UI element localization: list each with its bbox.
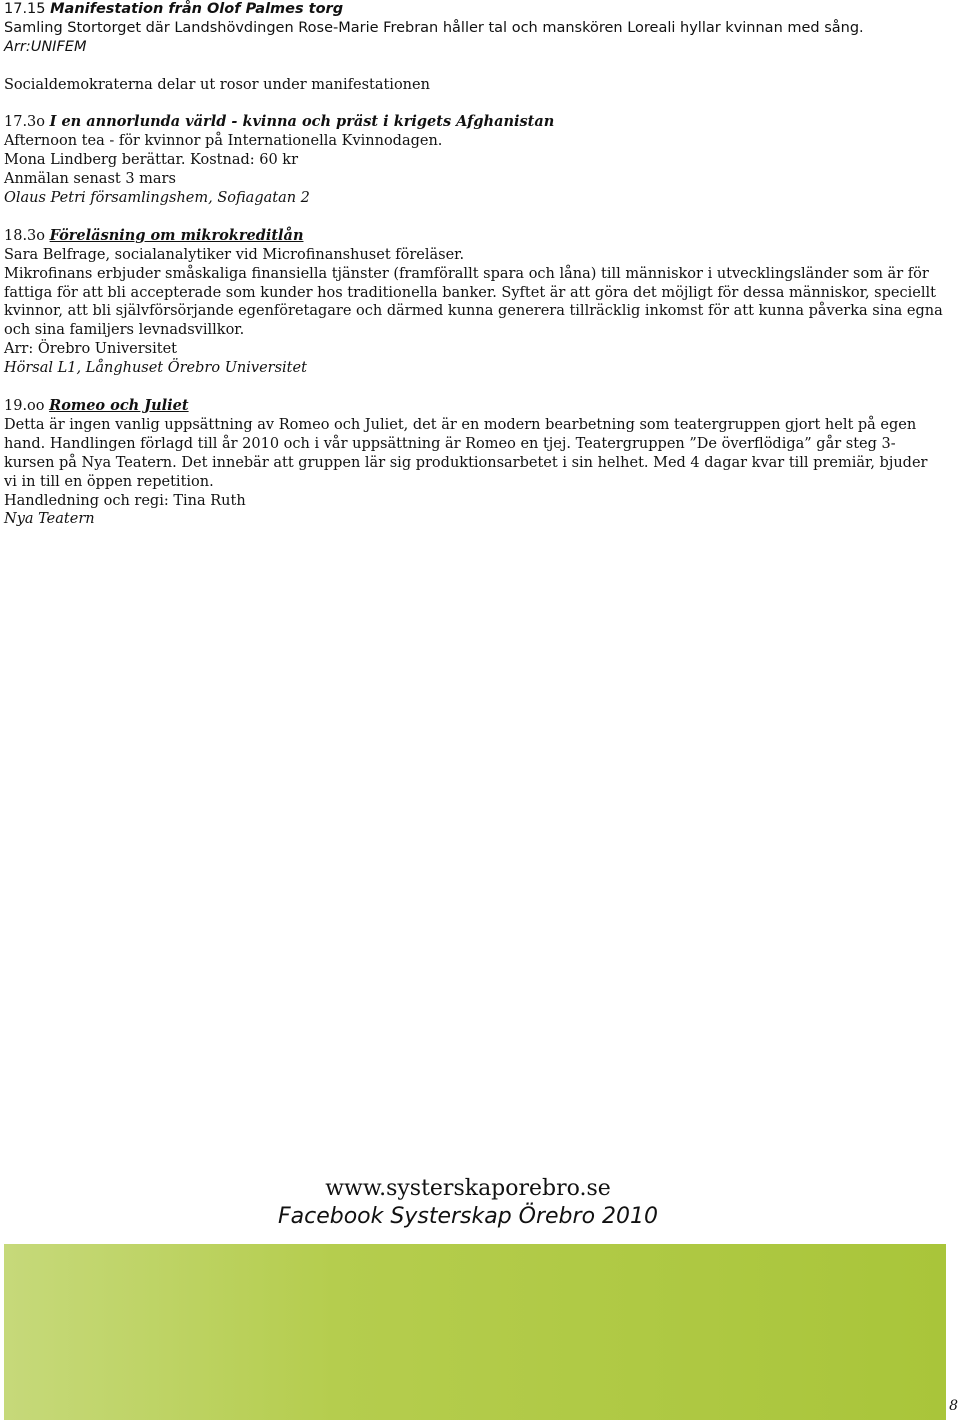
event-time: 18.3o [4, 227, 46, 244]
event-location: Nya Teatern [4, 511, 95, 528]
event-title: Romeo och Juliet [49, 396, 189, 414]
event-description: Mona Lindberg berättar. Kostnad: 60 kr [4, 152, 299, 169]
page-content [4, 0, 944, 529]
event-heading [4, 113, 944, 132]
event-body: Mikrofinans erbjuder småskaliga finansiella tjänster (framförallt spara och låna) till människor i utvecklingsländer som är för fattiga för att bli accepterade som kunder hos traditionella banker. Syftet är att göra det möjligt för dessa människor, speciellt kvinnor, att bli självförsörjande egenföretagare och därmed kunna generera tillräcklig inkomst för att kunna påverka sina egna och sina familjers levnadsvillkor. [4, 265, 943, 339]
website-link[interactable]: www.systerskaporebro.se [325, 1176, 611, 1201]
event-title: Föreläsning om mikrokreditlån [49, 226, 304, 244]
event-description: Anmälan senast 3 mars [4, 171, 176, 188]
event-location: Olaus Petri församlingshem, Sofiagatan 2 [4, 190, 310, 207]
event-title: Manifestation från Olof Palmes torg [50, 1, 344, 17]
event-heading [4, 397, 944, 416]
event-description: Sara Belfrage, socialanalytiker vid Microfinanshuset föreläser. [4, 246, 465, 263]
event-time: 19.oo [4, 397, 45, 414]
event-time: 17.15 [4, 1, 46, 17]
footer-green-band [4, 1244, 946, 1420]
facebook-text: Facebook Systerskap Örebro 2010 [277, 1204, 659, 1229]
event-title: I en annorlunda värld - kvinna och präst i krigets Afghanistan [49, 113, 555, 131]
event-time: 17.3o [4, 114, 46, 131]
event-organizer: Arr:UNIFEM [4, 38, 87, 55]
event-location: Hörsal L1, Långhuset Örebro Universitet [4, 360, 307, 377]
page-number: 8 [949, 1398, 958, 1414]
event-body: Detta är ingen vanlig uppsättning av Romeo och Juliet, det är en modern bearbetning som teatergruppen gjort helt på egen hand. Handlingen förlagd till år 2010 och i vår uppsättning är Romeo en tjej. Teatergruppen ”De överflödiga” går steg 3-kursen på Nya Teatern. Det innebär att gruppen lär sig produktionsarbetet i sin helhet. Med 4 dagar kvar till premiär, bjuder vi in till en öppen repetition. [4, 416, 928, 490]
event-heading [4, 0, 944, 19]
event-organizer: Arr: Örebro Universitet [4, 341, 177, 358]
event-heading [4, 227, 944, 246]
event-description: Afternoon tea - för kvinnor på Internationella Kvinnodagen. [4, 133, 443, 150]
event-note: Socialdemokraterna delar ut rosor under manifestationen [4, 76, 430, 93]
event-credits: Handledning och regi: Tina Ruth [4, 492, 246, 509]
event-description: Samling Stortorget där Landshövdingen Rose-Marie Frebran håller tal och manskören Loreali hyllar kvinnan med sång. [4, 19, 864, 36]
